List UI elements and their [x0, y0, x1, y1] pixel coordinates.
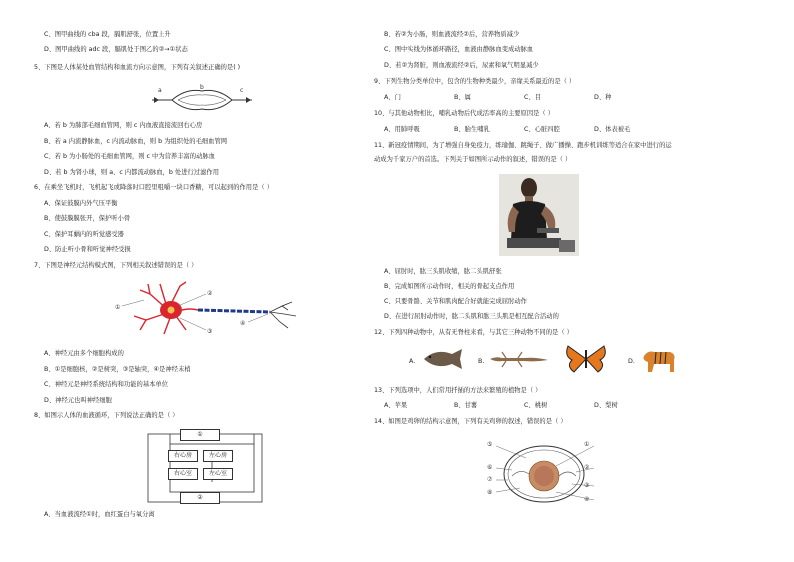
q8-box-right-atrium: 右心房 [168, 450, 198, 462]
q11-option-b: B、完成如图所示动作时，相关的骨起支点作用 [384, 283, 515, 290]
q12-butterfly-image [564, 344, 608, 374]
q11-stem-line2: 动成为千家万户的首选。下列关于如图所示动作的叙述，错误的是（ ） [374, 156, 572, 163]
q6-option-c: C、保护耳蜗内的听觉感受器 [44, 231, 124, 238]
q4-option-d: D、图甲曲线的 adc 段，膈肌处于图乙的②→①状态 [44, 46, 188, 53]
q6-option-b: B、使鼓膜膜张开，保护听小骨 [44, 215, 131, 222]
q7-label-3: ③ [207, 328, 213, 335]
q11-option-c: C、只要骨骼、关节和肌肉配合好就能完成屈肘动作 [384, 298, 527, 305]
q8-stem: 8、如图示人体的血液循环，下列说法正确的是（ ） [34, 412, 179, 419]
q9-option-b: B、属 [454, 94, 471, 101]
q9-option-d: D、种 [594, 94, 612, 101]
q14-label-1: ① [584, 441, 590, 448]
q12-option-d: D. [628, 358, 635, 365]
q14-label-4: ④ [584, 496, 590, 503]
q11-option-a: A、屈肘时，肱三头肌收缩，肱二头肌舒张 [384, 268, 502, 275]
q5-stem: 5、下图是人体某处血管结构和血流方向示意图，下列有关叙述正确的是( ) [34, 64, 241, 71]
q5-option-c: C、若 b 为小肠处的毛细血管网，则 c 中为营养丰富的动脉血 [44, 153, 215, 160]
q13-option-b: B、甘薯 [454, 402, 478, 409]
q8-option-c: C、图中实线为体循环路径，血液由静脉血变成动脉血 [384, 46, 534, 53]
q14-label-2: ② [584, 464, 590, 471]
q11-option-d: D、在进行屈肘动作时，肱二头肌和肱三头肌是相互配合活动的 [384, 313, 559, 320]
q7-stem: 7、下图是神经元结构模式图，下列相关叙述错误的是（ ） [34, 262, 198, 269]
q6-stem: 6、在乘坐飞机时，飞机起飞或降落时口腔里咀嚼一块口香糖，可以起到的作用是（ ） [34, 184, 273, 191]
q7-neuron-figure [120, 280, 310, 340]
q13-option-c: C、桃树 [524, 402, 548, 409]
q8-option-b: B、若②为小肠，则血液流经②后，营养物质减少 [384, 31, 520, 38]
q12-option-a: A. [409, 358, 416, 365]
q4-option-c: C、图甲曲线的 cba 段，膈肌舒张，位置上升 [44, 31, 171, 38]
q14-stem: 14、如图是鸡卵的结构示意图，下列有关鸡卵的叙述，错误的是（ ） [374, 418, 567, 425]
q14-label-6: ⑥ [487, 464, 493, 471]
q7-label-1: ① [115, 304, 121, 311]
q10-option-b: B、胎生哺乳 [454, 126, 490, 133]
q10-option-a: A、用肺呼吸 [384, 126, 420, 133]
q14-label-5: ⑤ [487, 441, 493, 448]
q7-option-d: D、神经元也叫神经细胞 [44, 397, 112, 404]
q6-option-d: D、防止听小骨和听觉神经受损 [44, 246, 131, 253]
q8-box-1: ① [180, 429, 220, 441]
q7-option-a: A、神经元由多个细胞构成的 [44, 350, 124, 357]
q12-option-b: B. [478, 358, 485, 365]
q14-label-3: ③ [584, 482, 590, 489]
q8-box-left-atrium: 左心房 [203, 450, 233, 462]
q7-label-2: ② [207, 290, 213, 297]
q7-option-c: C、神经元是神经系统结构和功能的基本单位 [44, 381, 169, 388]
q6-option-a: A、保证鼓膜内外气压平衡 [44, 200, 118, 207]
q13-stem: 13、下列选项中，人们常用扦插的方法来繁殖的植物是（ ） [374, 387, 542, 394]
q5-label-a: a [158, 87, 162, 94]
q5-option-d: D、若 b 为肾小球，则 a、c 内都流动脉血，b 处进行过滤作用 [44, 169, 219, 176]
q5-option-a: A、若 b 为肺部毛细血管网，则 c 内血液直接流回右心房 [44, 122, 203, 129]
q7-label-4: ④ [240, 320, 246, 327]
q8-option-d: D、若②为肾脏，则血液流经②后，尿素和氧气明显减少 [384, 62, 539, 69]
q5-label-b: b [200, 84, 204, 91]
q9-option-c: C、目 [524, 94, 541, 101]
q12-lizard-image [488, 348, 550, 370]
q9-option-a: A、门 [384, 94, 401, 101]
q12-stem: 12、下列四种动物中，从有无脊柱来看，与其它三种动物不同的是（ ） [374, 329, 573, 336]
q11-arm-curl-photo [499, 174, 579, 256]
q8-option-a: A、当血液流经①时，血红蛋白与氧分离 [44, 511, 155, 518]
q9-stem: 9、下列生物分类单位中，包含的生物种类最少，亲缘关系最近的是（ ） [374, 78, 576, 85]
q7-option-b: B、①是细胞核，②是树突，③是轴突，④是神经末梢 [44, 366, 191, 373]
q8-box-right-ventricle: 右心室 [168, 468, 198, 480]
q10-option-d: D、体表被毛 [594, 126, 631, 133]
q10-stem: 10、与其他动物相比，哺乳动物后代成活率高的主要原因是（ ） [374, 110, 555, 117]
q10-option-c: C、心脏四腔 [524, 126, 560, 133]
q14-label-8: ⑧ [487, 489, 493, 496]
q12-tiger-image [640, 346, 678, 374]
q8-box-left-ventricle: 左心室 [203, 468, 233, 480]
q12-fish-image [420, 346, 466, 372]
q14-label-7: ⑦ [487, 476, 493, 483]
q8-box-2: ② [180, 492, 220, 504]
q11-stem-line1: 11、新冠疫情期间，为了增强自身免疫力，练瑜伽、跳绳子、做广播操、跑步机训练等适合在家中进行的运 [374, 142, 672, 149]
q5-label-c: c [240, 87, 244, 94]
q5-option-b: B、若 a 内流静脉血，c 内流动脉血，则 b 为组织处的毛细血管网 [44, 138, 228, 145]
q13-option-a: A、苹果 [384, 402, 408, 409]
q13-option-d: D、梨树 [594, 402, 618, 409]
